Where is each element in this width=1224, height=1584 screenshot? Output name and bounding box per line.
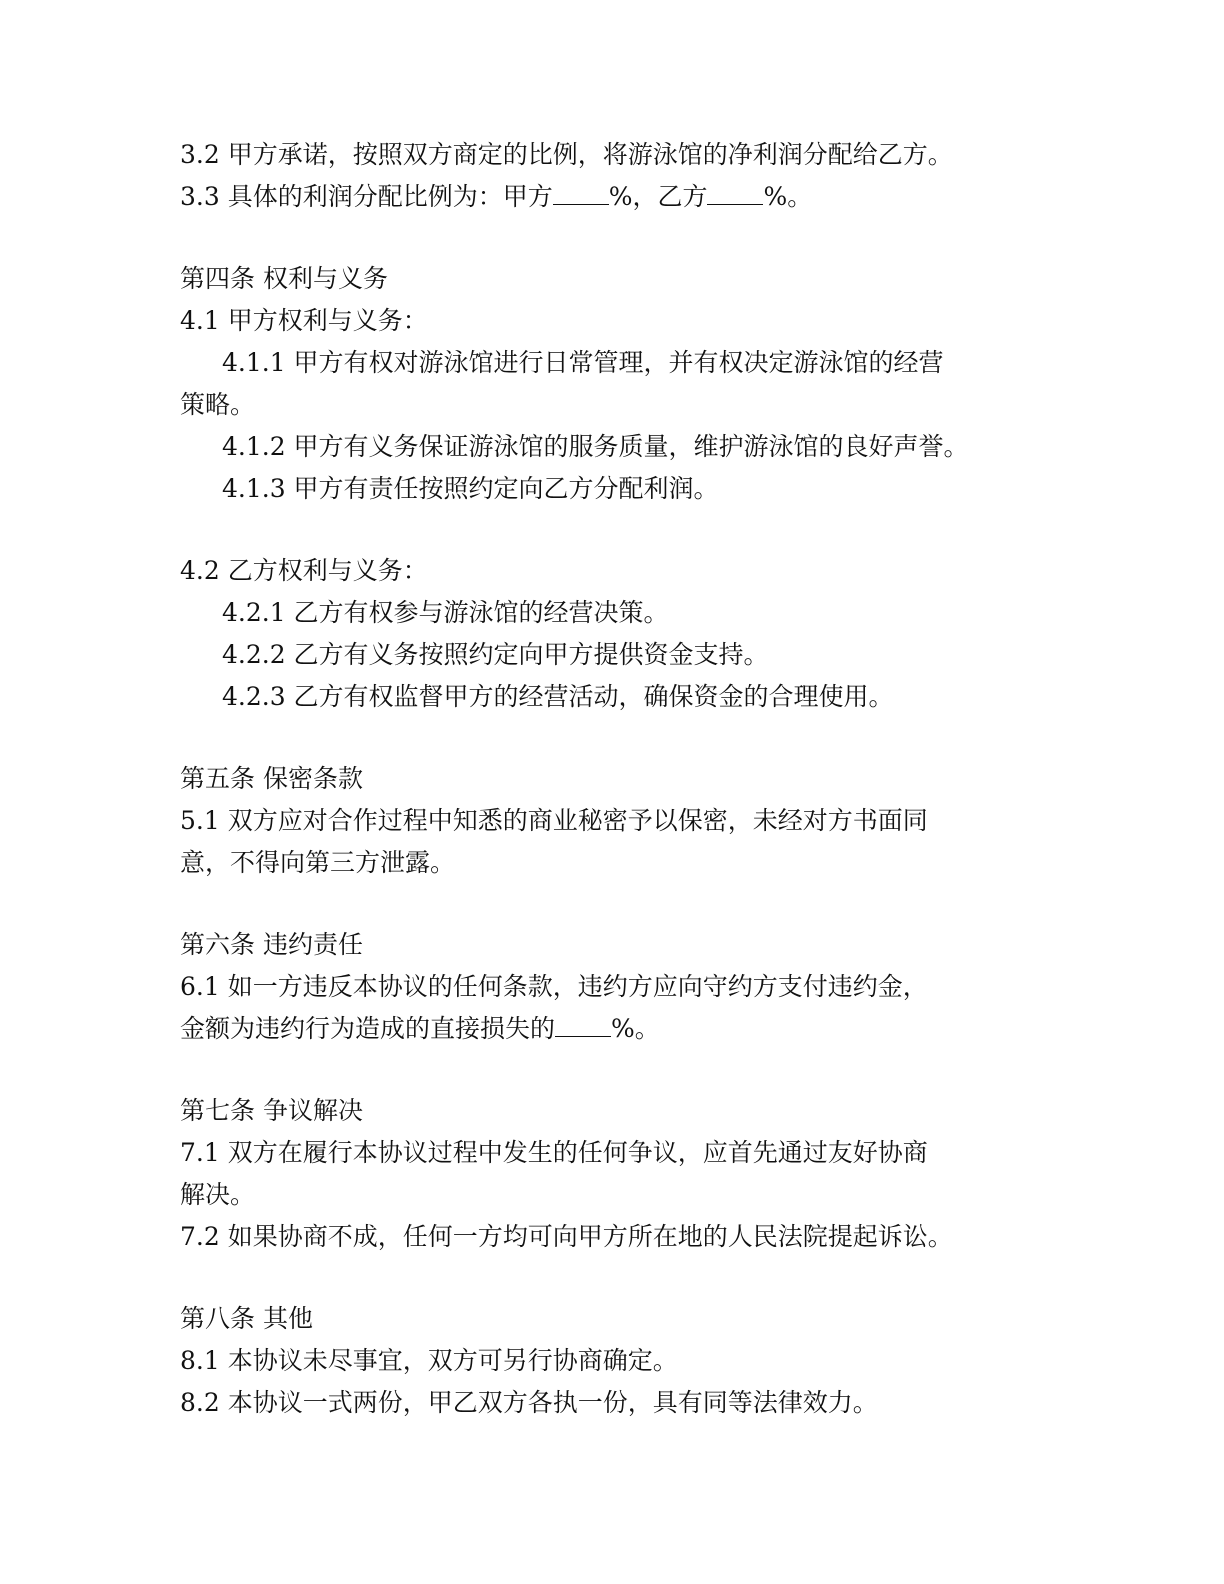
- clause-3-3-part-1: 3.3 具体的利润分配比例为：甲方: [180, 182, 553, 211]
- clause-3-3-part-3: %。: [763, 182, 813, 211]
- clause-7-2: 7.2 如果协商不成，任何一方均可向甲方所在地的人民法院提起诉讼。: [180, 1222, 953, 1251]
- section-gap: [180, 218, 1080, 258]
- article-8-heading: 第八条 其他: [180, 1304, 313, 1333]
- clause-4-1-1-continued: 策略。: [180, 390, 256, 419]
- clause-4-2-3: 4.2.3 乙方有权监督甲方的经营活动，确保资金的合理使用。: [222, 682, 894, 711]
- blank-field-party-a-share[interactable]: [553, 182, 609, 205]
- article-5-heading: 第五条 保密条款: [180, 764, 363, 793]
- clause-4-1-3: 4.1.3 甲方有责任按照约定向乙方分配利润。: [222, 474, 719, 503]
- document-page: [180, 134, 1080, 1424]
- clause-4-2-2: 4.2.2 乙方有义务按照约定向甲方提供资金支持。: [222, 640, 769, 669]
- clause-7-1-continued: 解决。: [180, 1180, 256, 1209]
- clause-4-2-1: 4.2.1 乙方有权参与游泳馆的经营决策。: [222, 598, 669, 627]
- clause-3-3-part-2: %，乙方: [608, 182, 708, 211]
- clause-4-1: 4.1 甲方权利与义务：: [180, 306, 428, 335]
- clause-6-1-tail: %。: [611, 1014, 660, 1043]
- clause-8-2: 8.2 本协议一式两份，甲乙双方各执一份，具有同等法律效力。: [180, 1388, 878, 1417]
- article-4-heading: 第四条 权利与义务: [180, 264, 388, 293]
- section-gap: [180, 884, 1080, 924]
- clause-3-2: 3.2 甲方承诺，按照双方商定的比例，将游泳馆的净利润分配给乙方。: [180, 140, 953, 169]
- blank-field-penalty-percent[interactable]: [555, 1014, 611, 1037]
- clause-6-1-continued: [180, 1008, 1080, 1050]
- blank-field-party-b-share[interactable]: [707, 182, 763, 205]
- clause-8-1: 8.1 本协议未尽事宜，双方可另行协商确定。: [180, 1346, 678, 1375]
- clause-3-3: [180, 176, 1080, 218]
- section-gap: [180, 1258, 1080, 1298]
- clause-4-1-1: 4.1.1 甲方有权对游泳馆进行日常管理，并有权决定游泳馆的经营: [222, 348, 944, 377]
- article-7-heading: 第七条 争议解决: [180, 1096, 363, 1125]
- clause-5-1-continued: 意，不得向第三方泄露。: [180, 848, 456, 877]
- clause-6-1: 6.1 如一方违反本协议的任何条款，违约方应向守约方支付违约金，: [180, 972, 928, 1001]
- section-gap: [180, 510, 1080, 550]
- section-gap: [180, 1050, 1080, 1090]
- clause-7-1: 7.1 双方在履行本协议过程中发生的任何争议，应首先通过友好协商: [180, 1138, 928, 1167]
- clause-5-1: 5.1 双方应对合作过程中知悉的商业秘密予以保密，未经对方书面同: [180, 806, 928, 835]
- section-gap: [180, 718, 1080, 758]
- article-6-heading: 第六条 违约责任: [180, 930, 363, 959]
- clause-6-1-text: 金额为违约行为造成的直接损失的: [180, 1014, 556, 1043]
- clause-4-1-2: 4.1.2 甲方有义务保证游泳馆的服务质量，维护游泳馆的良好声誉。: [222, 432, 969, 461]
- clause-4-2: 4.2 乙方权利与义务：: [180, 556, 428, 585]
